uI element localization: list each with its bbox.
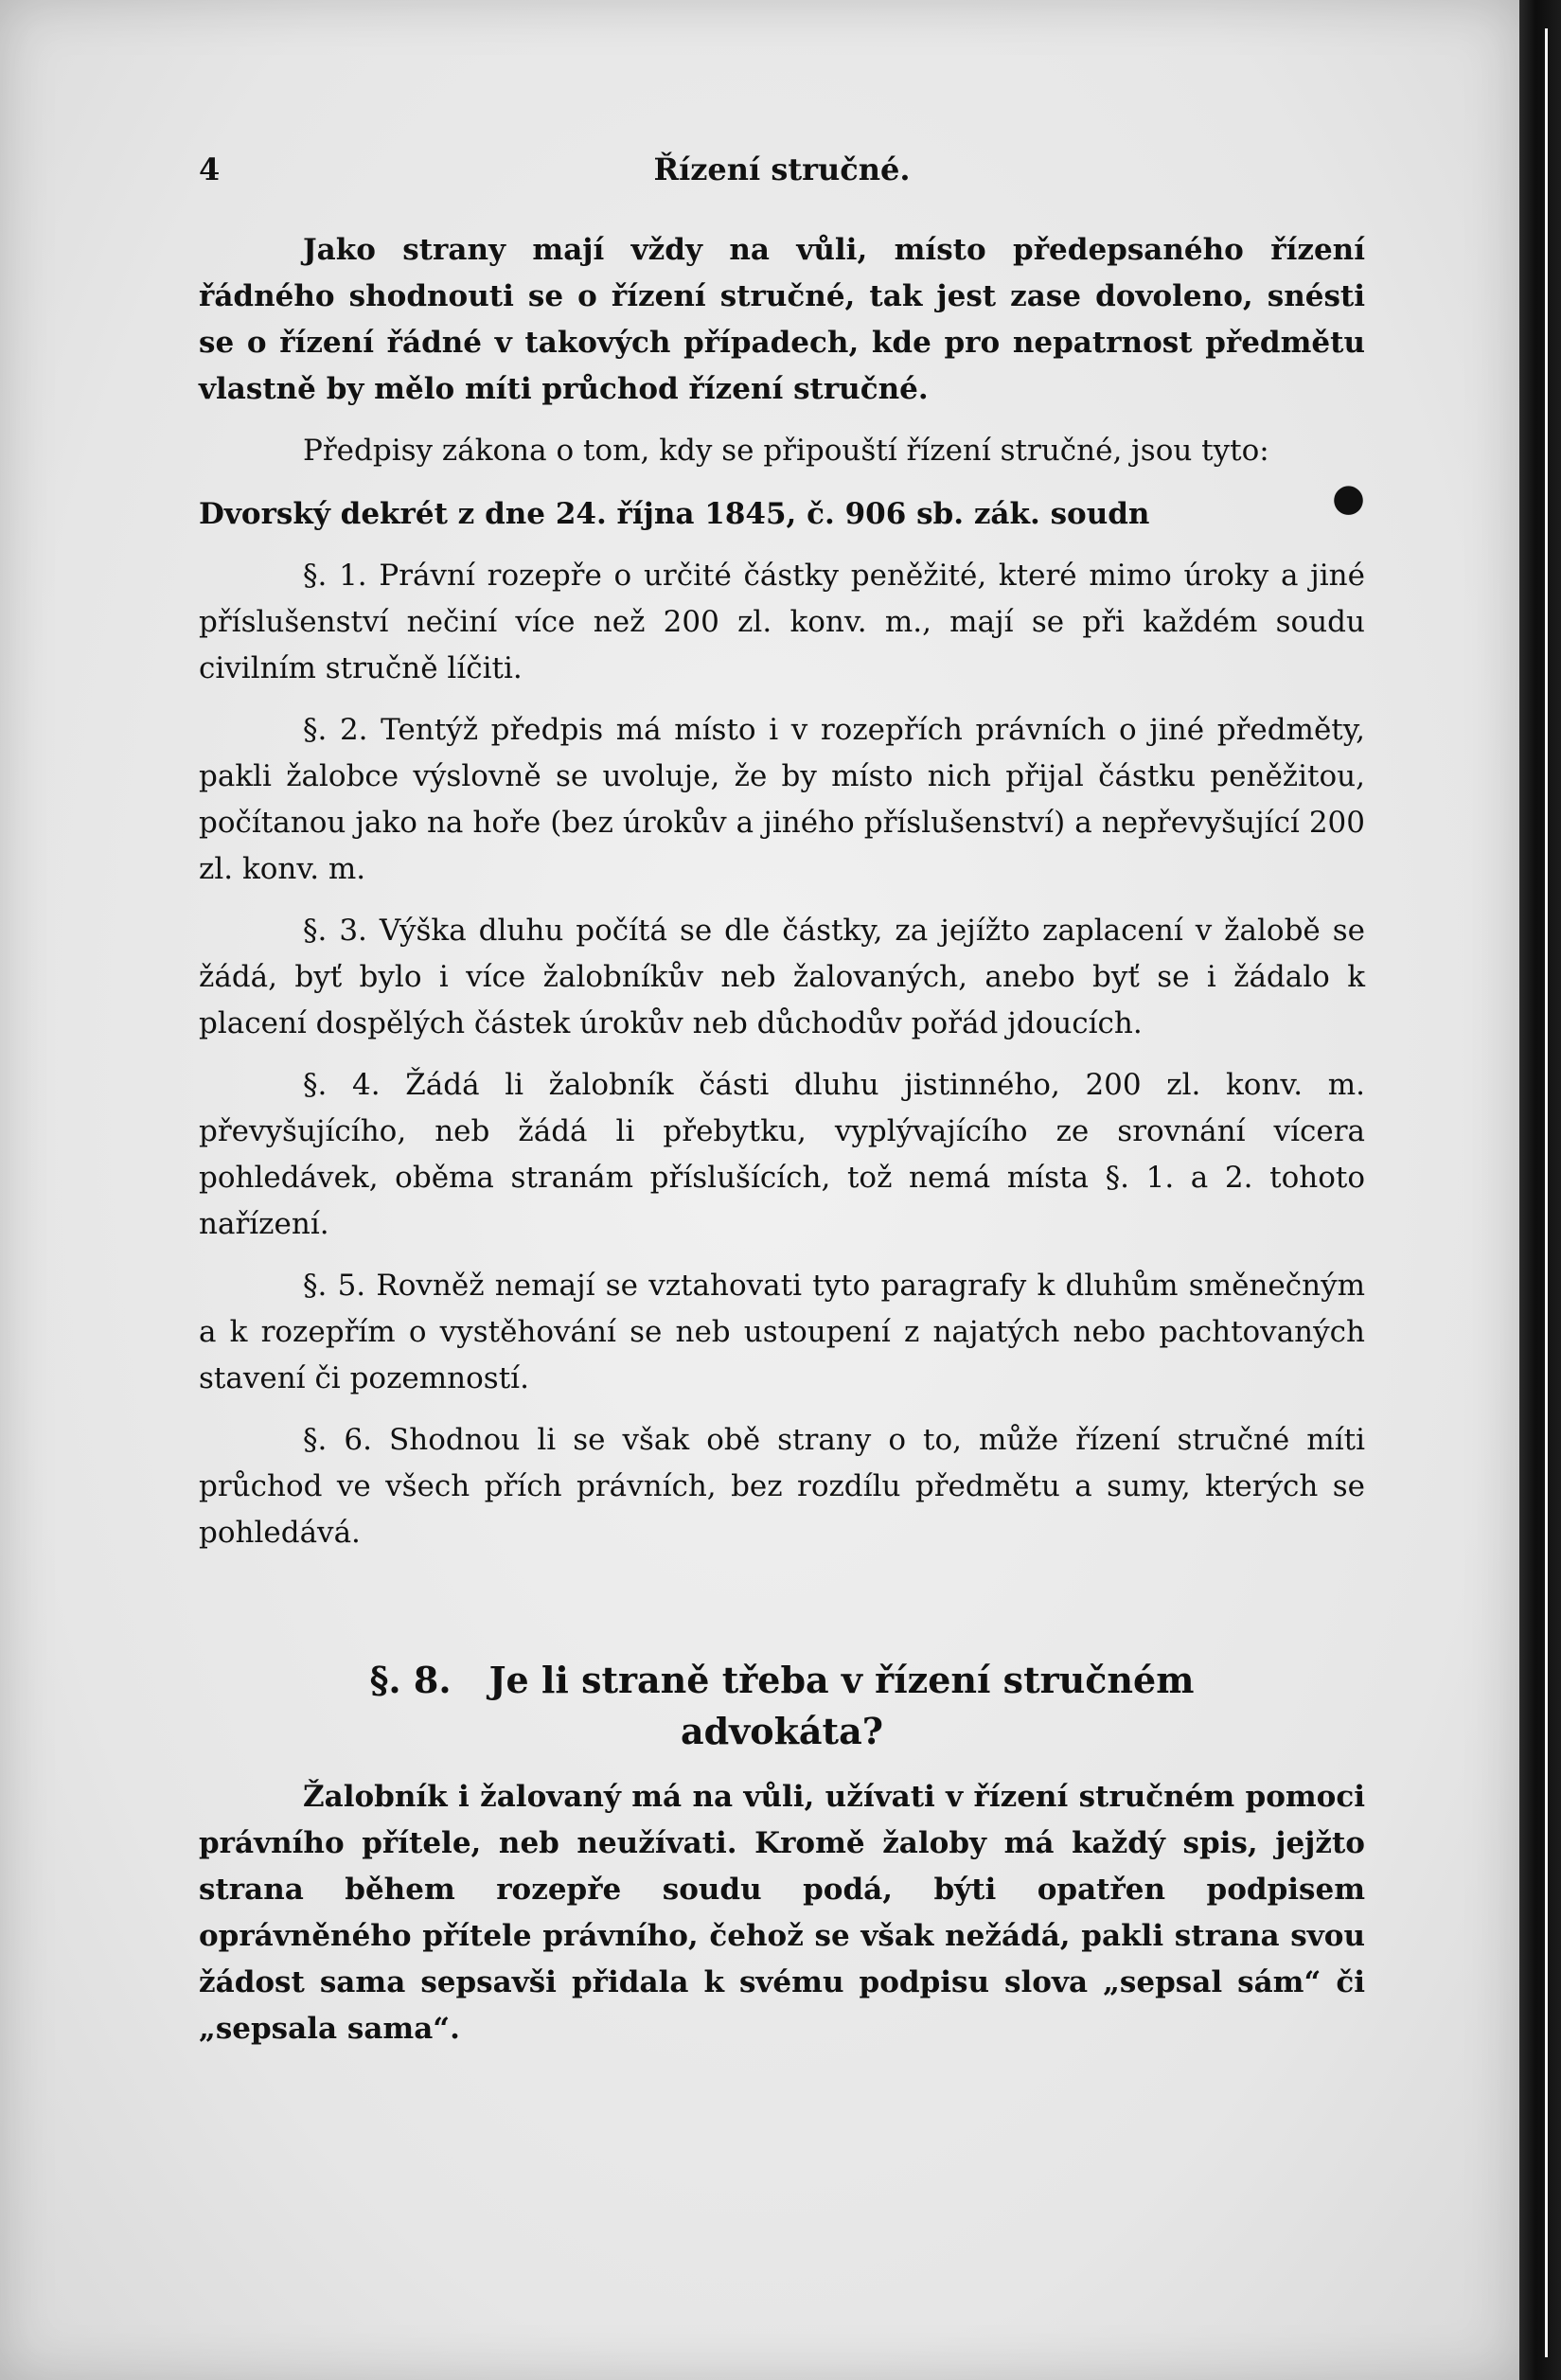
decree-section: §. 6. Shodnou li se však obě strany o to, může řízení stručné míti průchod ve všech přích právních, bez rozdílu předmětu a sumy, kterých se pohledává.: [199, 1423, 1365, 1550]
scan-edge-line: [1545, 28, 1548, 2357]
decree-heading: Dvorský dekrét z dne 24. října 1845, č. 906 sb. zák. soudn: [199, 497, 1150, 531]
decree-section: §. 2. Tentýž předpis má místo i v rozepřích právních o jiné předměty, pakli žalobce výslovně se uvoluje, že by místo nich přijal částku peněžitou, počítanou jako na hoře (bez úrokův a jiného příslušenství) a nepřevyšující 200 zl. konv. m.: [199, 713, 1365, 886]
intro-paragraph-text: Předpisy zákona o tom, kdy se připouští řízení stručné, jsou tyto:: [303, 434, 1269, 468]
section-number: §. 8.: [369, 1659, 452, 1701]
scan-edge-strip: [1519, 0, 1561, 2380]
decree-section: §. 5. Rovněž nemají se vztahovati tyto paragrafy k dluhům směnečným a k rozepřím o vystěhování se neb ustoupení z najatých nebo pachtovaných stavení či pozemností.: [199, 1269, 1365, 1395]
running-title: Řízení stručné.: [653, 151, 911, 187]
page-header: [199, 151, 1365, 208]
decree-section: §. 3. Výška dluhu počítá se dle částky, za jejížto zaplacení v žalobě se žádá, byť bylo i více žalobníkův neb žalovaných, anebo byť se i žádalo k placení dospělých částek úrokův neb důchodův pořád jdoucích.: [199, 914, 1365, 1040]
section-title-line1: Je li straně třeba v řízení stručném: [488, 1659, 1195, 1701]
section-heading: [199, 1655, 1365, 1757]
bullet-mark: ●: [1332, 475, 1365, 520]
text-block: [199, 151, 1365, 2052]
decree-section: §. 1. Právní rozepře o určité částky peněžité, které mimo úroky a jiné příslušenství nečiní více než 200 zl. konv. m., mají se při každém soudu civilním stručně líčiti.: [199, 559, 1365, 685]
intro-paragraph: Jako strany mají vždy na vůli, místo předepsaného řízení řádného shodnouti se o řízení stručné, tak jest zase dovoleno, snésti se o řízení řádné v takových případech, kde pro nepatrnost předmětu vlastně by mělo míti průchod řízení stručné.: [199, 233, 1365, 406]
decree-section: §. 4. Žádá li žalobník části dluhu jistinného, 200 zl. konv. m. převyšujícího, neb žádá li přebytku, vyplývajícího ze srovnání vícera pohledávek, oběma stranám příslušících, tož nemá místa §. 1. a 2. tohoto nařízení.: [199, 1068, 1365, 1241]
section-title-line2: advokáta?: [680, 1710, 883, 1752]
page-number: 4: [199, 151, 221, 187]
section-body-paragraph: Žalobník i žalovaný má na vůli, užívati v řízení stručném pomoci právního přítele, neb neužívati. Kromě žaloby má každý spis, jejžto strana během rozepře soudu podá, býti opatřen podpisem oprávněného přítele právního, čehož se však nežádá, pakli strana svou žádost sama sepsavši přidala k svému podpisu slova „sepsal sám“ či „sepsala sama“.: [199, 1780, 1365, 2046]
